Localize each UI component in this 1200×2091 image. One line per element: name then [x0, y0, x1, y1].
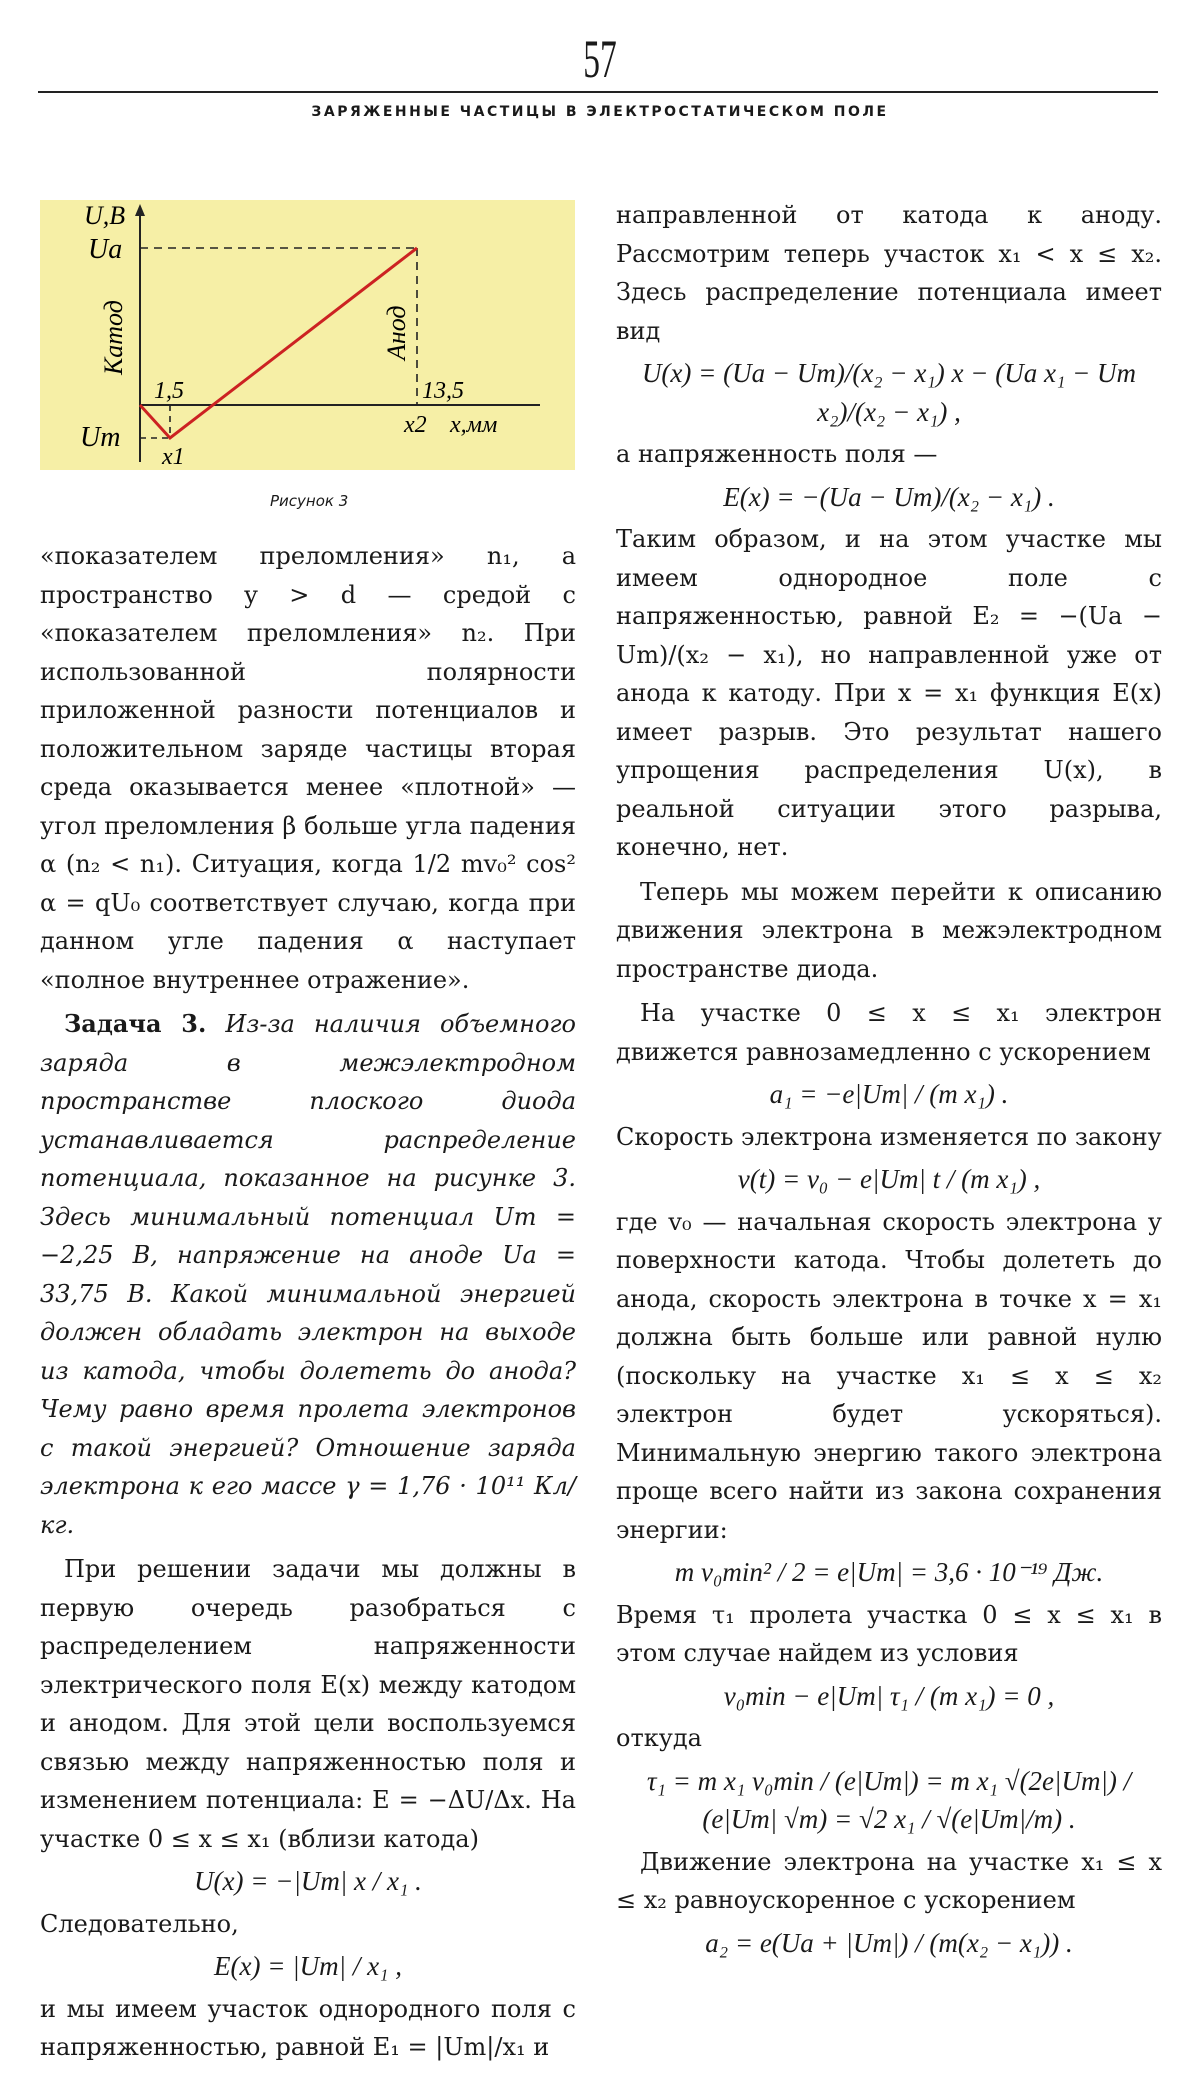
- anode-label: Анод: [382, 305, 411, 360]
- ua-label: Ua: [88, 234, 123, 265]
- x2-label: x2: [404, 412, 427, 438]
- paragraph: При решении задачи мы должны в первую очередь разобраться с распределением напряженности электрического поля E(x) между катодом и анодом. Для этой цели воспользуемся связью между напряженностью поля и изменением потенциала: E = −ΔU/Δx. На участке 0 ≤ x ≤ x₁ (вблизи катода): [40, 1555, 576, 1853]
- equation: v(t) = v₀ − e|Um| t / (m x₁) ,: [737, 1164, 1041, 1194]
- equation: m v₀min² / 2 = e|Um| = 3,6 · 10⁻¹⁹ Дж.: [674, 1557, 1104, 1587]
- paragraph: Время τ₁ пролета участка 0 ≤ x ≤ x₁ в этом случае найдем из условия: [616, 1600, 1162, 1667]
- paragraph: где v₀ — начальная скорость электрона у поверхности катода. Чтобы долететь до анода, скорость электрона в точке x = x₁ должна быть больше или равной нулю (поскольку на участке x₁ ≤ x ≤ x₂ электрон будет ускоряться). Минимальную энергию такого электрона проще всего найти из закона сохранения энергии:: [616, 1207, 1162, 1544]
- equation: a₂ = e(Ua + |Um|) / (m(x₂ − x₁)) .: [705, 1927, 1073, 1958]
- paragraph: Скорость электрона изменяется по закону: [616, 1122, 1162, 1151]
- task-label: Задача 3.: [64, 1009, 207, 1038]
- figure-caption: Рисунок 3: [270, 492, 349, 510]
- equation: v₀min − e|Um| τ₁ / (m x₁) = 0 ,: [723, 1680, 1055, 1711]
- equation: a₁ = −e|Um| / (m x₁) .: [769, 1079, 1009, 1109]
- paragraph: Таким образом, и на этом участке мы имеем однородное поле с напряженностью, равной E₂ = −(Ua − Um)/(x₂ − x₁), но направленной уже от анода к катоду. При x = x₁ функция E(x) имеет разрыв. Это результат нашего упрощения распределения U(x), в реальной ситуации этого разрыва, конечно, нет.: [616, 525, 1162, 861]
- paragraph: а напряженность поля —: [616, 440, 938, 468]
- header-rule: [38, 91, 1158, 93]
- y-axis-label: U,B: [84, 201, 126, 230]
- left-column: [40, 537, 576, 2067]
- task-paragraph: [40, 1005, 576, 1544]
- paragraph: и мы имеем участок однородного поля с напряженностью, равной E₁ = |Um|/x₁ и: [40, 1994, 576, 2061]
- cathode-label: Катод: [99, 300, 128, 375]
- task-text: Из-за наличия объемного заряда в межэлектродном пространстве плоского диода устанавливается распределение потенциала, показанное на рисунке 3. Здесь минимальный потенциал Um = −2,25 В, напряжение на аноде Ua = 33,75 В. Какой минимальной энергией должен обладать электрон на выходе из катода, чтобы долететь до анода? Чему равно время пролета электронов с такой энергией? Отношение заряда электрона к его массе γ = 1,76 · 10¹¹ Кл/кг.: [40, 1010, 576, 1539]
- tick-label-1-5: 1,5: [154, 378, 184, 404]
- paragraph: «показателем преломления» n₁, а пространство y > d — средой с «показателем преломления» n₂. При использованной полярности приложенной разности потенциалов и положительном заряде частицы вторая среда оказывается менее «плотной» — угол преломления β больше угла падения α (n₂ < n₁). Ситуация, когда 1/2 mv₀² cos² α = qU₀ соответствует случаю, когда при данном угле падения α наступает «полное внутреннее отражение».: [40, 542, 576, 994]
- x-axis-label: x,мм: [450, 412, 498, 438]
- equation: E(x) = |Um| / x₁ ,: [214, 1951, 402, 1981]
- tick-label-13-5: 13,5: [422, 378, 464, 404]
- paragraph: Теперь мы можем перейти к описанию движения электрона в межэлектродном пространстве диода.: [616, 877, 1162, 983]
- figure-3: [40, 200, 575, 470]
- paragraph: Следовательно,: [40, 1909, 239, 1938]
- um-label: Um: [80, 422, 121, 453]
- equation: U(x) = −|Um| x / x₁ .: [194, 1866, 422, 1896]
- paragraph: Движение электрона на участке x₁ ≤ x ≤ x₂ равноускоренное с ускорением: [616, 1847, 1162, 1914]
- equation: τ₁ = m x₁ v₀min / (e|Um|) = m x₁ √(2e|Um|) / (e|Um| √m) = √2 x₁ / √(e|Um|/m) .: [646, 1765, 1132, 1834]
- right-column: [616, 196, 1162, 1966]
- equation: E(x) = −(Ua − Um)/(x₂ − x₁) .: [723, 481, 1055, 512]
- equation: U(x) = (Ua − Um)/(x₂ − x₁) x − (Ua x₁ − Um x₂)/(x₂ − x₁) ,: [641, 358, 1137, 427]
- paragraph: откуда: [616, 1724, 702, 1752]
- running-title: ЗАРЯЖЕННЫЕ ЧАСТИЦЫ В ЭЛЕКТРОСТАТИЧЕСКОМ ПОЛЕ: [311, 104, 889, 120]
- paragraph: На участке 0 ≤ x ≤ x₁ электрон движется равнозамедленно с ускорением: [616, 999, 1162, 1066]
- paragraph: направленной от катода к аноду. Рассмотрим теперь участок x₁ < x ≤ x₂. Здесь распределение потенциала имеет вид: [616, 201, 1162, 345]
- page-number: 57: [583, 29, 617, 89]
- x1-label: x1: [162, 444, 185, 470]
